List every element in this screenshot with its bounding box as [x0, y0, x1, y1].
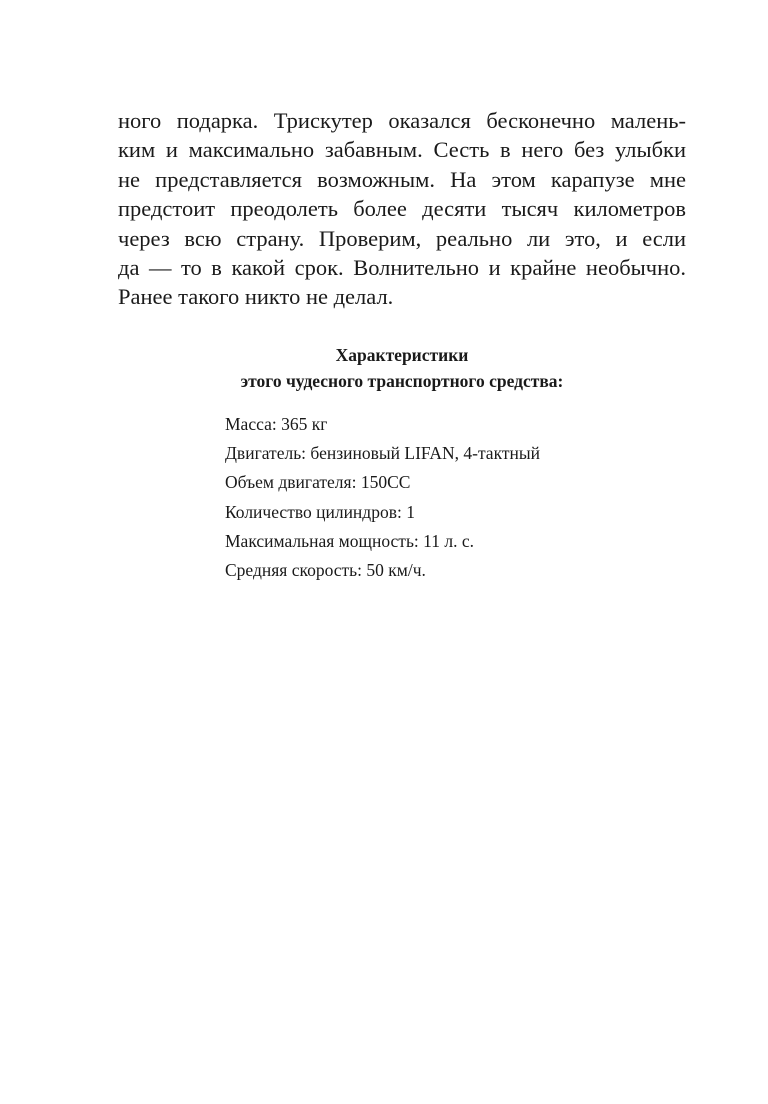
paragraph-line: через всю страну. Проверим, реально ли это, и если	[118, 225, 686, 251]
spec-item-displacement: Объем двигателя: 150CC	[225, 472, 411, 493]
spec-item-avg-speed: Средняя скорость: 50 км/ч.	[225, 559, 426, 580]
spec-item-engine: Двигатель: бензиновый LIFAN, 4-тактный	[225, 443, 540, 464]
spec-item-mass: Масса: 365 кг	[225, 414, 328, 434]
body-paragraph	[118, 106, 686, 312]
paragraph-line: не представляется возможным. На этом карапузе мне	[118, 166, 686, 192]
specs-heading-line: этого чудесного транспортного средства:	[240, 371, 564, 391]
paragraph-line: предстоит преодолеть более десяти тысяч километров	[118, 196, 686, 222]
paragraph-line: ного подарка. Трискутер оказался бесконечно малень-	[118, 108, 686, 133]
spec-item-cylinders: Количество цилиндров: 1	[225, 501, 415, 522]
specs-heading	[118, 342, 686, 394]
specs-list	[225, 410, 540, 585]
paragraph-line: Ранее такого никто не делал.	[118, 284, 394, 310]
paragraph-line: ким и максимально забавным. Сесть в него без улыбки	[118, 137, 686, 163]
paragraph-line: да — то в какой срок. Волнительно и крайне необычно.	[118, 254, 686, 280]
specs-heading-line: Характеристики	[335, 345, 469, 365]
spec-item-max-power: Максимальная мощность: 11 л. с.	[225, 530, 475, 551]
